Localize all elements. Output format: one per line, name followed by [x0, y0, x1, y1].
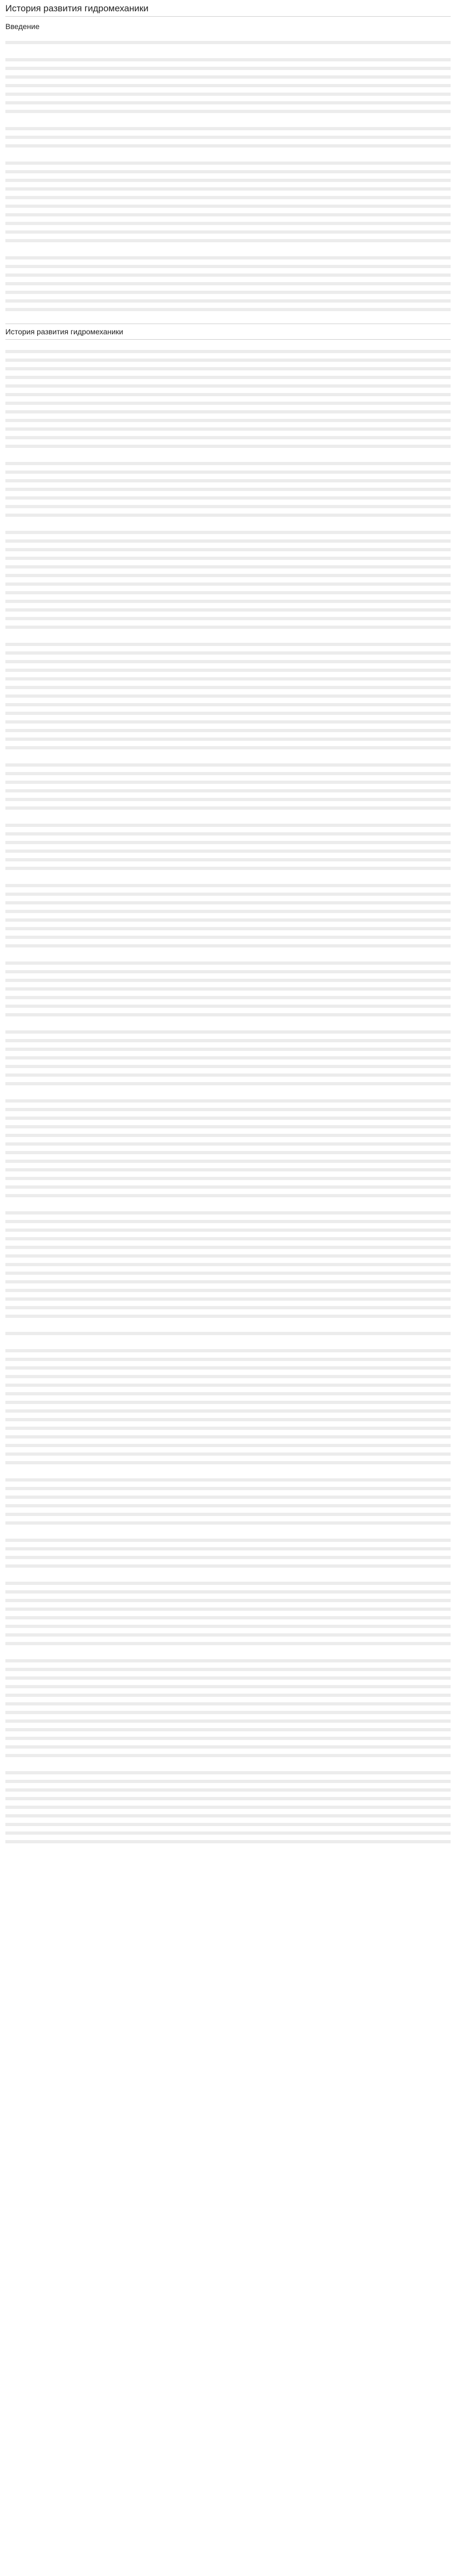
- paragraph: [5, 959, 451, 1019]
- paragraph: [5, 1579, 451, 1648]
- section-heading-history: История развития гидромеханики: [5, 324, 451, 340]
- paragraph: [5, 159, 451, 245]
- paragraph: [5, 1209, 451, 1321]
- paragraph: [5, 881, 451, 950]
- introduction-body: [5, 38, 451, 314]
- paragraph: [5, 761, 451, 812]
- paragraph: [5, 640, 451, 752]
- paragraph: [5, 1346, 451, 1467]
- paragraph: [5, 1768, 451, 1846]
- paragraph: [5, 1329, 451, 1338]
- paragraph: [5, 528, 451, 631]
- paragraph: [5, 1476, 451, 1527]
- paragraph: [5, 1656, 451, 1760]
- paragraph: [5, 1536, 451, 1570]
- paragraph: [5, 1097, 451, 1200]
- paragraph: [5, 124, 451, 150]
- paragraph: [5, 1028, 451, 1088]
- paragraph: [5, 459, 451, 520]
- paragraph: [5, 821, 451, 873]
- section-heading-introduction: Введение: [5, 22, 40, 31]
- page-title: История развития гидромеханики: [5, 0, 451, 17]
- paragraph: [5, 347, 451, 451]
- paragraph: [5, 55, 451, 116]
- paragraph: [5, 254, 451, 314]
- paragraph: [5, 38, 451, 47]
- history-body: [5, 347, 451, 1846]
